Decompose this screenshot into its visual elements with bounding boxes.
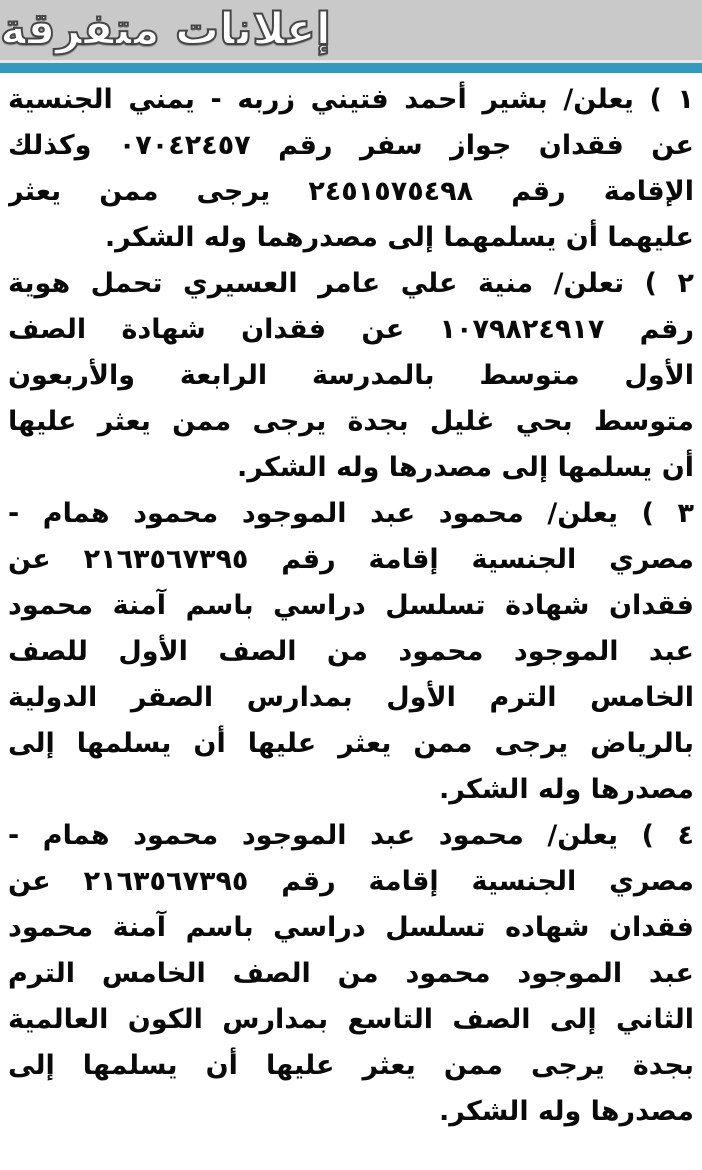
announcement-line: مصدرها وله الشكر.: [438, 1096, 694, 1127]
announcement-line: عن فقدان جواز سفر رقم ٠٧٠٤٢٤٥٧ وكذلك: [8, 130, 694, 161]
announcement-item-2: [8, 261, 694, 491]
announcement-line: رقم ١٠٧٩٨٢٤٩١٧ عن فقدان شهادة الصف: [8, 314, 694, 345]
announcement-item-4: [8, 813, 694, 1135]
header-banner: [0, 0, 702, 60]
announcement-line: الإقامة رقم ٢٤٥١٥٧٥٤٩٨ يرجى ممن يعثر: [8, 176, 694, 207]
announcement-line: فقدان شهاده تسلسل دراسي باسم آمنة محمود: [8, 912, 694, 943]
page-title: إعلانات متفرقة: [0, 4, 331, 55]
announcement-line: ٢ ) تعلن/ منية علي عامر العسيري تحمل هوية: [8, 268, 694, 299]
announcement-line: مصري الجنسية إقامة رقم ٢١٦٣٥٦٧٣٩٥ عن: [8, 866, 694, 897]
announcements-list: [0, 73, 702, 1135]
announcement-line: الخامس الترم الأول بمدارس الصقر الدولية: [8, 682, 694, 713]
announcement-line: ١ ) يعلن/ بشير أحمد فتيني زربه - يمني الجنسية: [8, 84, 694, 115]
announcement-line: عبد الموجود محمود من الصف الخامس الترم: [8, 958, 694, 989]
announcement-line: متوسط بحي غليل بجدة يرجى ممن يعثر عليها: [8, 406, 694, 437]
announcement-item-1: [8, 77, 694, 261]
announcement-line: بالرياض يرجى ممن يعثر عليها أن يسلمها إلى: [8, 728, 694, 759]
announcement-line: فقدان شهادة تسلسل دراسي باسم آمنة محمود: [8, 590, 694, 621]
announcement-line: مصري الجنسية إقامة رقم ٢١٦٣٥٦٧٣٩٥ عن: [8, 544, 694, 575]
announcement-line: الثاني إلى الصف التاسع بمدارس الكون العالمية: [8, 1004, 694, 1035]
announcement-line: مصدرها وله الشكر.: [438, 774, 694, 805]
announcement-line: أن يسلمها إلى مصدرها وله الشكر.: [237, 452, 694, 483]
announcement-line: عبد الموجود محمود من الصف الأول للصف: [8, 636, 694, 667]
announcement-line: بجدة يرجى ممن يعثر عليها أن يسلمها إلى: [8, 1050, 694, 1081]
announcement-item-3: [8, 491, 694, 813]
announcement-line: عليهما أن يسلمهما إلى مصدرهما وله الشكر.: [104, 222, 694, 253]
announcement-line: ٤ ) يعلن/ محمود عبد الموجود محمود همام -: [8, 820, 694, 851]
announcement-line: الأول متوسط بالمدرسة الرابعة والأربعون: [8, 360, 694, 391]
announcement-line: ٣ ) يعلن/ محمود عبد الموجود محمود همام -: [8, 498, 694, 529]
accent-bar: [0, 63, 702, 73]
